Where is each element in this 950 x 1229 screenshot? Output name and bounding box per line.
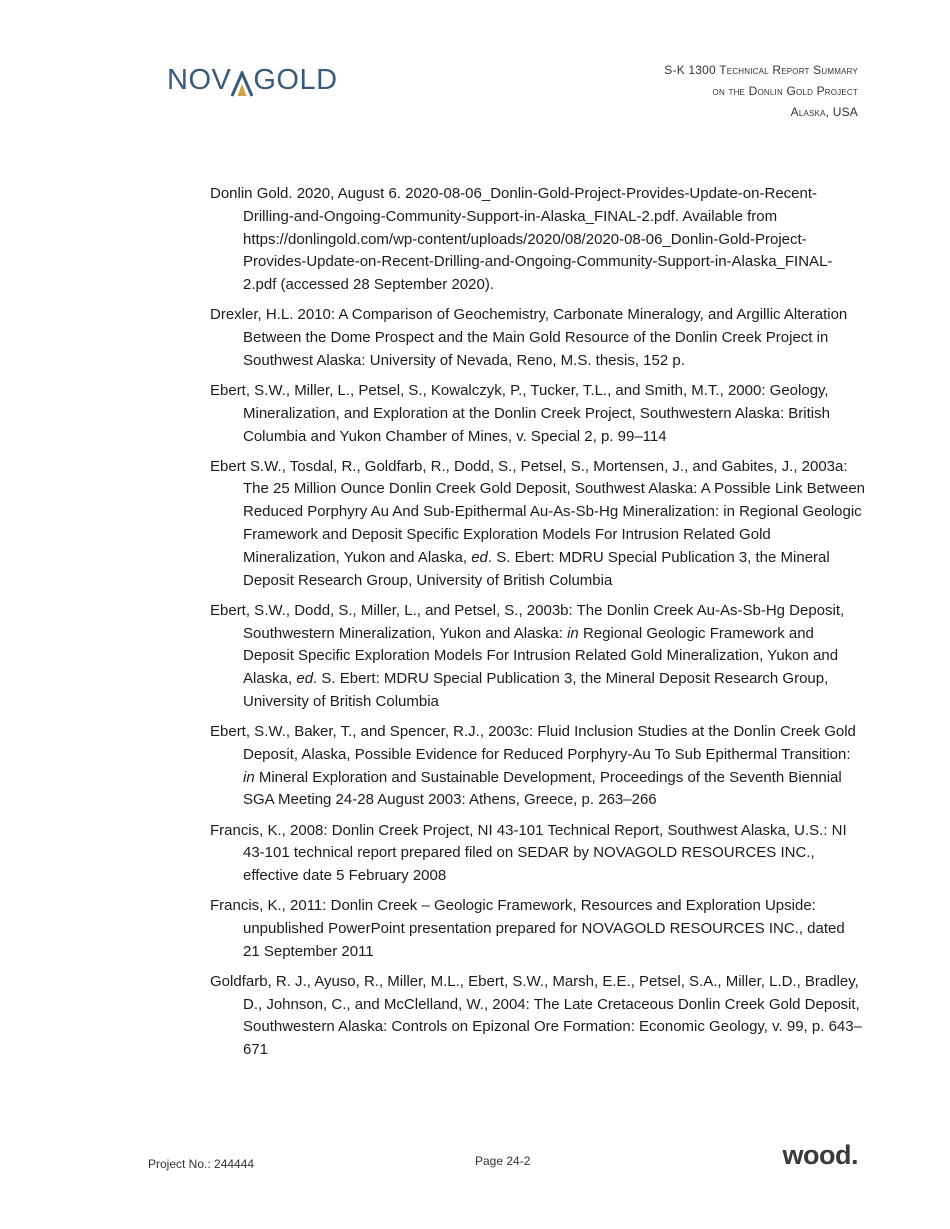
reference-text: Ebert S.W., Tosdal, R., Goldfarb, R., Dodd, S., Petsel, S., Mortensen, J., and Gabites, J., 2003a: The 25 Million Ounce Donlin Creek Gold Deposit, Southwest Alaska: A Possible Link Between Reduced Porphyry Au And Sub-Epithermal Au-As-Sb-Hg Mineralization: in Regional Geologic Framework and Deposit Specific Exploration Models For Intrusion Related Gold Mineralization, Yukon and Alaska, xyxy=(210,457,866,566)
report-title-block xyxy=(664,60,858,123)
reference-text: Mineral Exploration and Sustainable Development, Proceedings of the Seventh Biennial SGA Meeting 24-28 August 2003: Athens, Greece, p. 263–266 xyxy=(243,768,842,809)
page-number: Page 24-2 xyxy=(475,1154,531,1168)
reference-entry xyxy=(210,895,865,963)
reference-italic-text: in xyxy=(243,768,255,786)
reference-text: Ebert, S.W., Dodd, S., Miller, L., and Petsel, S., 2003b: The Donlin Creek Au-As-Sb-Hg Deposit, Southwestern Mineralization, Yukon and Alaska: xyxy=(210,601,845,642)
reference-text: Donlin Gold. 2020, August 6. 2020-08-06_Donlin-Gold-Project-Provides-Update-on-Recent-Drilling-and-Ongoing-Community-Support-in-Alaska_FINAL-2.pdf. Available from https://donlingold.com/wp-content/uploads/2020/08/2020-08-06_Donlin-Gold-Project-Provides-Update-on-Recent-Drilling-and-Ongoing-Community-Support-in-Alaska_FINAL-2.pdf (accessed 28 September 2020). xyxy=(210,185,833,294)
reference-text: Francis, K., 2008: Donlin Creek Project, NI 43-101 Technical Report, Southwest Alaska, U.S.: NI 43-101 technical report prepared filed on SEDAR by NOVAGOLD RESOURCES INC., effective date 5 February 2008 xyxy=(210,821,847,885)
reference-italic-text: ed xyxy=(296,670,314,688)
reference-italic-text: in xyxy=(567,624,579,642)
reference-list xyxy=(210,183,865,1069)
logo-text-left: NOV xyxy=(167,64,232,96)
reference-text: Francis, K., 2011: Donlin Creek – Geologic Framework, Resources and Exploration Upside: unpublished PowerPoint presentation prepared for NOVAGOLD RESOURCES INC., dated 21 September 2011 xyxy=(210,897,845,960)
reference-italic-text: ed xyxy=(471,548,488,566)
reference-text: Drexler, H.L. 2010: A Comparison of Geochemistry, Carbonate Mineralogy, and Argillic Alteration Between the Dome Prospect and the Main Gold Resource of the Donlin Creek Project in Southwest Alaska: University of Nevada, Reno, M.S. thesis, 152 p. xyxy=(210,306,848,369)
reference-text: . S. Ebert: MDRU Special Publication 3, the Mineral Deposit Research Group, University of British Columbia xyxy=(243,548,830,589)
reference-entry xyxy=(210,820,865,888)
report-title-line-3: Alaska, USA xyxy=(790,105,858,119)
reference-text: . S. Ebert: MDRU Special Publication 3, the Mineral Deposit Research Group, University of British Columbia xyxy=(243,670,829,710)
report-title-line-1: S-K 1300 Technical Report Summary xyxy=(664,63,858,77)
reference-entry xyxy=(210,600,865,714)
reference-entry xyxy=(210,183,865,297)
reference-text: Goldfarb, R. J., Ayuso, R., Miller, M.L., Ebert, S.W., Marsh, E.E., Petsel, S.A., Miller, L.D., Bradley, D., Johnson, C., and McClelland, W., 2004: The Late Cretaceous Donlin Creek Gold Deposit, Southwestern Alaska: Controls on Epizonal Ore Formation: Economic Geology, v. 99, p. 643–671 xyxy=(210,972,862,1059)
logo-text-right: GOLD xyxy=(253,64,338,96)
novagold-logo xyxy=(167,64,338,97)
reference-entry xyxy=(210,380,865,448)
reference-entry xyxy=(210,456,865,593)
reference-text: Ebert, S.W., Miller, L., Petsel, S., Kowalczyk, P., Tucker, T.L., and Smith, M.T., 2000: Geology, Mineralization, and Exploration at the Donlin Creek Project, Southwestern Alaska: British Columbia and Yukon Chamber of Mines, v. Special 2, p. 99–114 xyxy=(210,381,830,445)
logo-a-mark-icon xyxy=(231,71,253,97)
reference-entry xyxy=(210,721,865,812)
wood-logo: wood. xyxy=(782,1140,858,1170)
project-number: Project No.: 244444 xyxy=(148,1157,255,1171)
reference-text: Regional Geologic Framework and Deposit Specific Exploration Models For Intrusion Related Gold Mineralization, Yukon and Alaska, xyxy=(243,624,839,688)
reference-entry xyxy=(210,304,865,372)
report-title-line-2: on the Donlin Gold Project xyxy=(712,84,858,98)
reference-entry xyxy=(210,971,865,1062)
reference-text: Ebert, S.W., Baker, T., and Spencer, R.J., 2003c: Fluid Inclusion Studies at the Donlin Creek Gold Deposit, Alaska, Possible Evidence for Reduced Porphyry-Au To Sub Epithermal Transition: xyxy=(210,723,856,763)
